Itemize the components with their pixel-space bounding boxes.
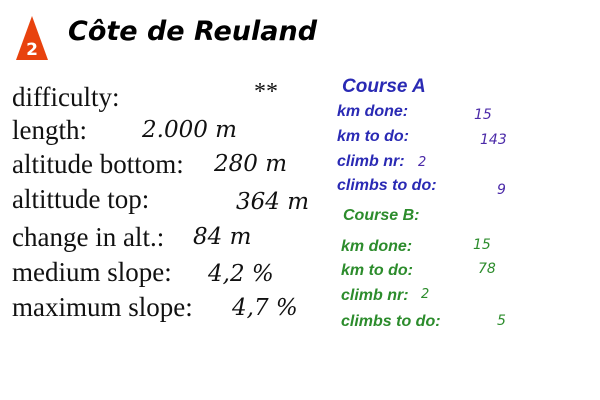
change-in-altitude-label: change in alt.: [12, 222, 165, 252]
course-b-climb-nr-value: 2 [421, 287, 430, 302]
course-b-km-done-label: km done: [341, 238, 413, 255]
course-b-climb-nr-label: climb nr: [341, 287, 409, 304]
medium-slope-value: 4,2 % [208, 261, 274, 287]
altitude-top-value: 364 m [236, 189, 310, 215]
course-b-km-done-value: 15 [473, 237, 491, 253]
course-b-climbs-to-do-label: climbs to do: [341, 313, 441, 330]
course-a-km-to-do-label: km to do: [337, 128, 409, 145]
course-a-title: Course A [342, 76, 426, 97]
change-in-altitude-value: 84 m [193, 224, 252, 250]
course-b-km-to-do-label: km to do: [341, 262, 413, 279]
altitude-bottom-label: altitude bottom: [12, 149, 184, 179]
maximum-slope-value: 4,7 % [232, 295, 298, 321]
difficulty-label: difficulty: [12, 82, 120, 112]
triangle-badge-icon [14, 14, 50, 62]
difficulty-value: ** [254, 79, 278, 105]
medium-slope-label: medium slope: [12, 257, 172, 287]
course-a-km-done-label: km done: [337, 103, 409, 120]
course-b-title: Course B: [343, 207, 420, 224]
course-a-climb-nr-value: 2 [418, 155, 427, 170]
course-a-climbs-to-do-label: climbs to do: [337, 177, 437, 194]
course-a-km-done-value: 15 [474, 107, 492, 123]
course-a-climbs-to-do-value: 9 [497, 182, 506, 198]
climb-number-badge [14, 14, 50, 62]
length-value: 2.000 m [142, 117, 237, 143]
course-a-climb-nr-label: climb nr: [337, 153, 405, 170]
page-title: Côte de Reuland [68, 16, 318, 47]
course-a-km-to-do-value: 143 [480, 132, 507, 148]
length-label: length: [12, 115, 87, 145]
course-b-climbs-to-do-value: 5 [497, 313, 506, 329]
badge-number: 2 [26, 40, 38, 60]
altitude-top-label: altittude top: [12, 184, 150, 214]
altitude-bottom-value: 280 m [214, 151, 288, 177]
maximum-slope-label: maximum slope: [12, 292, 193, 322]
course-b-km-to-do-value: 78 [478, 261, 496, 277]
